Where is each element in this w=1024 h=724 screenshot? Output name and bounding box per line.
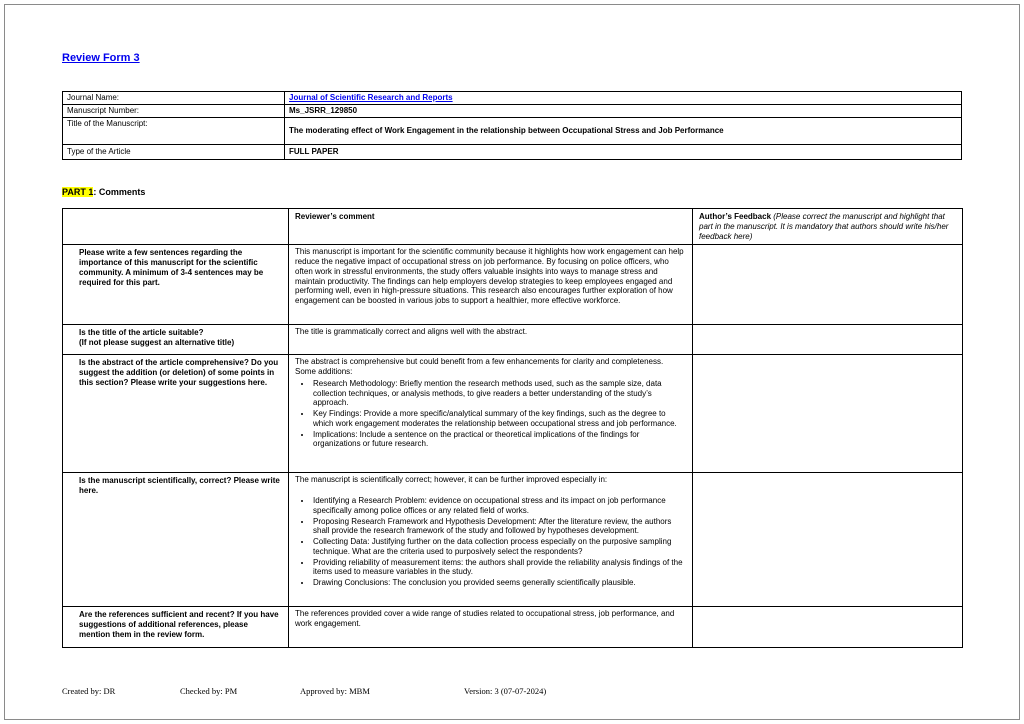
- question-title-suitable: [63, 325, 289, 355]
- part1-highlight: PART 1: [62, 187, 94, 197]
- row-manuscript-number: [63, 105, 962, 118]
- question-column-header: [63, 209, 289, 245]
- list-item: • Identifying a Research Problem: evidence on occupational stress and its impact on job performance specifically among police offices or any related field of works.: [312, 496, 686, 516]
- list-item: • Key Findings: Provide a more specific/analytical summary of the key findings, such as the degree to which work engagement moderates the relationship between occupational stress and job performance.: [312, 409, 686, 429]
- journal-name-label: Journal Name:: [63, 92, 285, 105]
- row-scientific-correctness: [63, 473, 963, 607]
- list-item: • Research Methodology: Briefly mention the research methods used, such as the sample size, data collection techniques, or analysis methods, to give readers a better understanding of the study’s approach.: [312, 379, 686, 408]
- author-feedback-cell: [693, 607, 963, 648]
- scientific-improvements-list: [295, 496, 686, 588]
- comments-table: [62, 208, 963, 648]
- reviewer-comment-title: The title is grammatically correct and aligns well with the abstract.: [289, 325, 693, 355]
- question-line-2: (If not please suggest an alternative title): [79, 338, 235, 347]
- question-abstract: Is the abstract of the article comprehensive? Do you suggest the addition (or deletion) of some points in this section? Please write your suggestions here.: [63, 355, 289, 473]
- comment-intro-2: Some additions:: [295, 367, 353, 376]
- row-journal-name: [63, 92, 962, 105]
- row-title-suitable: [63, 325, 963, 355]
- reviewer-comment-scientific: [289, 473, 693, 607]
- question-importance: Please write a few sentences regarding the importance of this manuscript for the scientific community. A minimum of 3-4 sentences may be required for this part.: [63, 245, 289, 325]
- author-feedback-header-title: Author’s Feedback: [699, 212, 774, 221]
- manuscript-title-label: Title of the Manuscript:: [63, 118, 285, 145]
- list-item: • Proposing Research Framework and Hypothesis Development: After the literature review, the authors shall provide the research framework of the study and followed by hypotheses development.: [312, 517, 686, 537]
- reviewer-comment-header: Reviewer’s comment: [289, 209, 693, 245]
- manuscript-number-value: Ms_JSRR_129850: [285, 105, 962, 118]
- footer-checked-by: Checked by: PM: [180, 686, 238, 696]
- list-item: • Providing reliability of measurement items: the authors shall provide the reliability analysis findings of the items used to measure variables in the study.: [312, 558, 686, 578]
- row-article-type: [63, 145, 962, 160]
- reviewer-comment-references: The references provided cover a wide range of studies related to occupational stress, job performance, and work engagement.: [289, 607, 693, 648]
- comments-header-row: [63, 209, 963, 245]
- row-abstract: [63, 355, 963, 473]
- author-feedback-cell: [693, 473, 963, 607]
- footer-created-by: Created by: DR: [62, 686, 116, 696]
- article-type-value: FULL PAPER: [285, 145, 962, 160]
- author-feedback-cell: [693, 325, 963, 355]
- part1-suffix: : Comments: [93, 187, 146, 197]
- comment-intro-1: The abstract is comprehensive but could benefit from a few enhancements for clarity and completeness.: [295, 357, 664, 367]
- footer-version: Version: 3 (07-07-2024): [464, 686, 547, 696]
- part1-heading: [62, 187, 145, 197]
- row-manuscript-title: [63, 118, 962, 145]
- author-feedback-cell: [693, 245, 963, 325]
- question-scientific: Is the manuscript scientifically, correct? Please write here.: [63, 473, 289, 607]
- footer-approved-by: Approved by: MBM: [300, 686, 370, 696]
- question-references: Are the references sufficient and recent? If you have suggestions of additional references, please mention them in the review form.: [63, 607, 289, 648]
- manuscript-info-table: [62, 91, 962, 160]
- journal-name-cell: [285, 92, 962, 105]
- abstract-suggestions-list: [295, 379, 686, 449]
- list-item: • Collecting Data: Justifying further on the data collection process especially on the purposive sampling technique. What are the criteria used to purposively select the respondents?: [312, 537, 686, 557]
- list-item: • Drawing Conclusions: The conclusion you provided seems generally scientifically plausible.: [312, 578, 686, 588]
- author-feedback-header-note: (Please correct the manuscript and highlight that part in the manuscript. It is mandatory that authors should write his/her feedback here): [699, 212, 949, 241]
- manuscript-title-value: The moderating effect of Work Engagement in the relationship between Occupational Stress and Job Performance: [285, 118, 962, 145]
- journal-name-link[interactable]: Journal of Scientific Research and Reports: [289, 93, 453, 103]
- author-feedback-cell: [693, 355, 963, 473]
- question-line-1: Is the title of the article suitable?: [79, 328, 204, 338]
- author-feedback-header: [693, 209, 963, 245]
- manuscript-number-label: Manuscript Number:: [63, 105, 285, 118]
- page-title: Review Form 3: [62, 52, 140, 64]
- article-type-label: Type of the Article: [63, 145, 285, 160]
- comment-intro: The manuscript is scientifically correct; however, it can be further improved especially in:: [295, 475, 608, 485]
- reviewer-comment-importance: This manuscript is important for the scientific community because it highlights how work engagement can help reduce the negative impact of occupational stress on job performance. By focusing on police officers, who often work in stressful environments, the study offers valuable insights into ways to manage stress and maintain productivity. The findings can help employers develop strategies to keep employees engaged and performing well, even in high-pressure situations. This research also encourages further exploration of how engagement can be boosted in various jobs to support a healthier, more effective workforce.: [289, 245, 693, 325]
- reviewer-comment-abstract: [289, 355, 693, 473]
- list-item: • Implications: Include a sentence on the practical or theoretical implications of the findings for organizations or future research.: [312, 430, 686, 450]
- row-references: [63, 607, 963, 648]
- row-importance: [63, 245, 963, 325]
